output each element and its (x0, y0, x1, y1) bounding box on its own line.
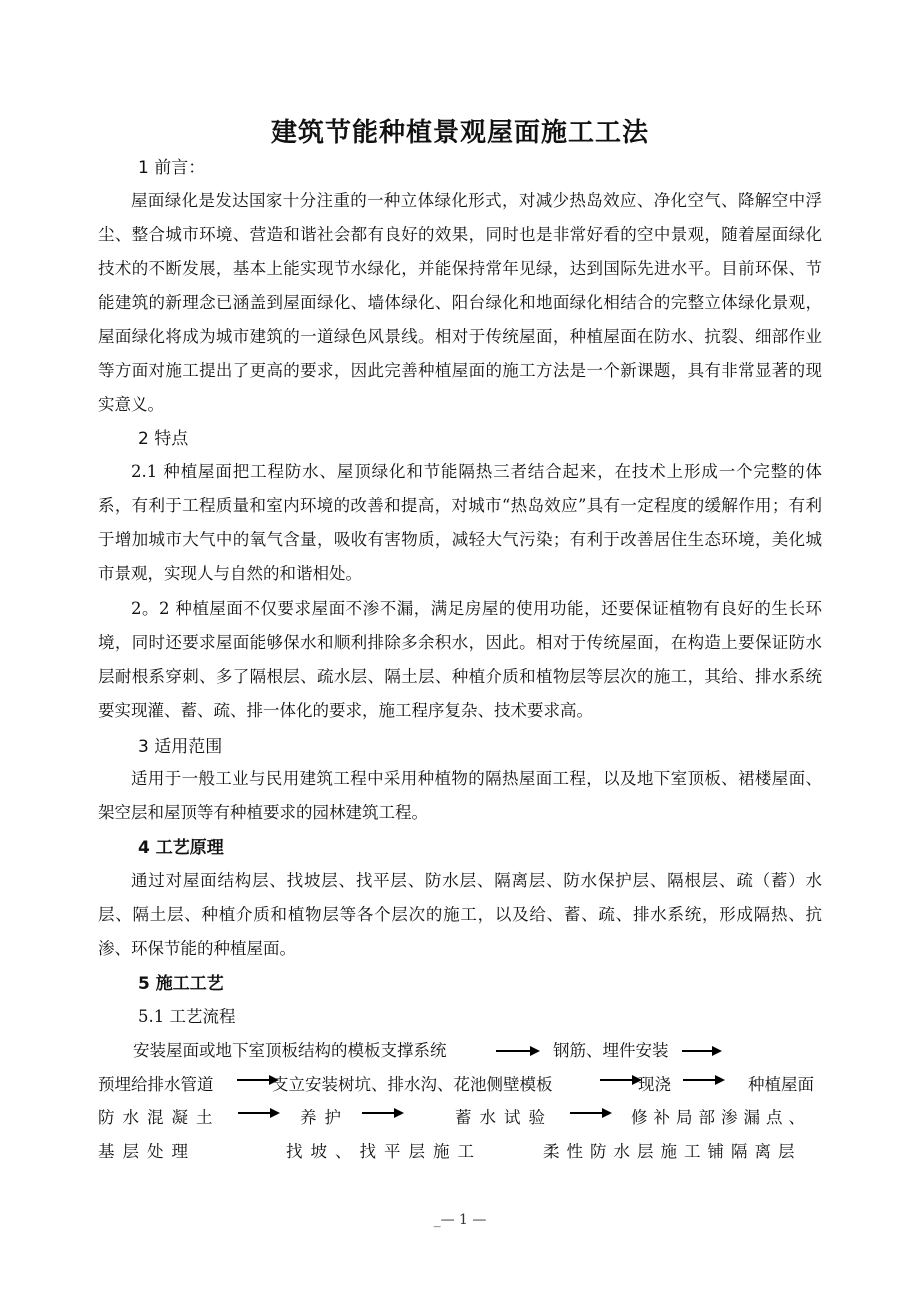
section-1-paragraph: 屋面绿化是发达国家十分注重的一种立体绿化形式，对减少热岛效应、净化空气、降解空中浮尘、整合城市环境、营造和谐社会都有良好的效果，同时也是非常好看的空中景观，随着屋面绿化技术的不断发展，基本上能实现节水绿化，并能保持常年见绿，达到国际先进水平。目前环保、节能建筑的新理念已涵盖到屋面绿化、墙体绿化、阳台绿化和地面绿化相结合的完整立体绿化景观，屋面绿化将成为城市建筑的一道绿色风景线。相对于传统屋面，种植屋面在防水、抗裂、细部作业等方面对施工提出了更高的要求，因此完善种植屋面的施工方法是一个新课题，具有非常显著的现实意义。 (98, 191, 822, 414)
section-1-heading: 1 前言： (138, 158, 206, 178)
section-3-paragraph: 适用于一般工业与民用建筑工程中采用种植物的隔热屋面工程，以及地下室顶板、裙楼屋面、架空层和屋顶等有种植要求的园林建筑工程。 (98, 769, 822, 822)
flow-step-planting-roof: 种植屋面 (748, 1075, 814, 1094)
section-5-1-subheading: 5.1 工艺流程 (138, 1007, 236, 1026)
flow-arrow-icon (570, 1107, 612, 1119)
flow-arrow-icon (362, 1107, 404, 1119)
flow-arrow-icon (683, 1074, 725, 1086)
flow-arrow-icon (682, 1045, 722, 1057)
flow-step-flexible-waterproof: 柔性防水层施工铺隔离层 (543, 1142, 802, 1161)
flow-step-waterproof-concrete: 防水混凝土 (98, 1108, 221, 1127)
page-number: _— 1 — (433, 1212, 487, 1228)
section-2-heading: 2 特点 (138, 429, 189, 449)
section-4-heading: 4 工艺原理 (138, 838, 224, 858)
flow-step-curing: 养护 (300, 1108, 349, 1127)
flow-arrow-icon (600, 1074, 642, 1086)
section-4-paragraph: 通过对屋面结构层、找坡层、找平层、防水层、隔离层、防水保护层、隔根层、疏（蓄）水层、隔土层、种植介质和植物层等各个层次的施工，以及给、蓄、疏、排水系统，形成隔热、抗渗、环保节能的种植屋面。 (98, 871, 822, 958)
document-title: 建筑节能种植景观屋面施工工法 (270, 118, 649, 148)
flow-step-water-test: 蓄水试验 (455, 1108, 553, 1127)
flow-arrow-icon (496, 1045, 540, 1057)
section-2-paragraph-1: 2.1 种植屋面把工程防水、屋顶绿化和节能隔热三者结合起来，在技术上形成一个完整的体系，有利于工程质量和室内环境的改善和提高，对城市“热岛效应”具有一定程度的缓解作用；有利于增加城市大气中的氧气含量，吸收有害物质，减轻大气污染；有利于改善居住生态环境，美化城市景观，实现人与自然的和谐相处。 (98, 462, 822, 583)
flow-step-base-treatment: 基层处理 (98, 1142, 196, 1161)
flow-step-pipes: 预埋给排水管道 (98, 1075, 214, 1094)
flow-step-formwork: 安装屋面或地下室顶板结构的模板支撑系统 (133, 1041, 447, 1060)
flow-arrow-icon (238, 1107, 280, 1119)
section-2-paragraph-2: 2。2 种植屋面不仅要求屋面不渗不漏，满足房屋的使用功能，还要保证植物有良好的生长环境，同时还要求屋面能够保水和顺利排除多余积水，因此。相对于传统屋面，在构造上要保证防水层耐根系穿刺、多了隔根层、疏水层、隔土层、种植介质和植物层等层次的施工，其给、排水系统要实现灌、蓄、疏、排一体化的要求，施工程序复杂、技术要求高。 (98, 599, 822, 720)
flow-step-sidewall-formwork: 支立安装树坑、排水沟、花池侧壁模板 (272, 1075, 553, 1094)
flow-step-cast: 现浇 (638, 1075, 671, 1094)
section-5-heading: 5 施工工艺 (138, 974, 224, 994)
flow-step-repair-leaks: 修补局部渗漏点、 (631, 1108, 811, 1127)
flow-step-rebar: 钢筋、埋件安装 (553, 1041, 669, 1060)
section-3-heading: 3 适用范围 (138, 737, 223, 757)
flow-step-leveling: 找坡、找平层施工 (286, 1142, 482, 1161)
